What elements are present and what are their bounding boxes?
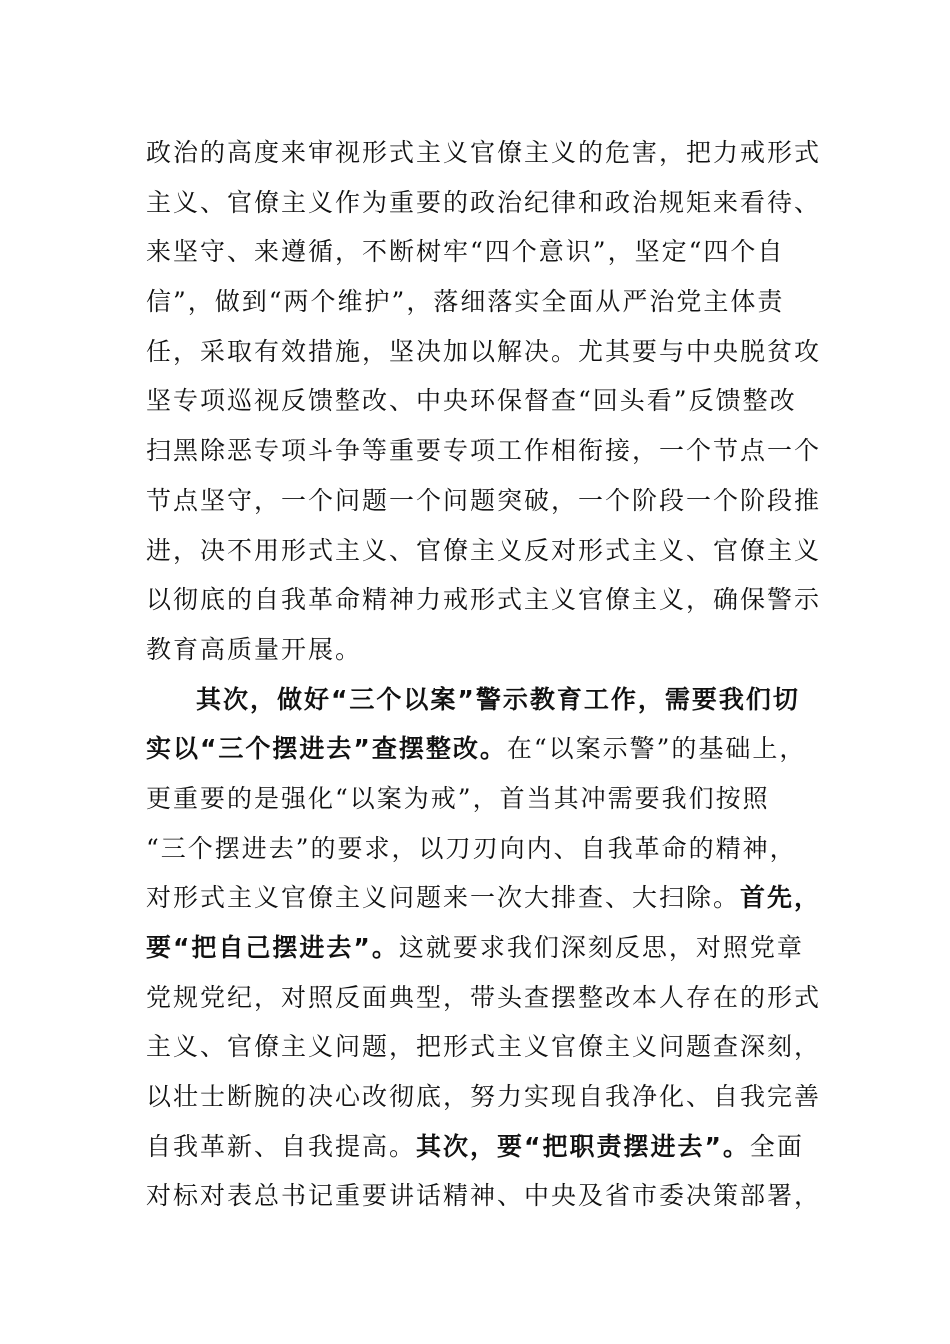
text-span: 这就要求我们深刻反思，对照党章 <box>398 933 804 962</box>
text-line <box>146 1022 822 1072</box>
text-span: 政治的高度来审视形式主义官僚主义的危害，把力戒形式 <box>146 138 822 167</box>
text-line <box>146 774 816 824</box>
text-span: 节点坚守，一个问题一个问题突破，一个阶段一个阶段推 <box>146 485 822 515</box>
document-body <box>146 128 822 1221</box>
text-span: 对形式主义官僚主义问题来一次大排查、大扫除。 <box>146 883 741 913</box>
text-span: 党规党纪，对照反面典型，带头查摆整改本人存在的形式 <box>146 982 822 1012</box>
text-line <box>146 973 822 1023</box>
text-line <box>146 625 816 675</box>
text-line <box>146 1072 822 1122</box>
bold-text-span: 实以“三个摆进去”查摆整改。 <box>146 734 507 764</box>
text-line <box>146 476 822 526</box>
text-line <box>146 675 816 725</box>
text-span: 主义、官僚主义作为重要的政治纪律和政治规矩来看待、 <box>146 187 822 217</box>
text-span: 主义、官僚主义问题，把形式主义官僚主义问题查深刻， <box>146 1032 822 1062</box>
bold-text-span: 首先， <box>740 883 822 913</box>
text-line <box>146 227 816 277</box>
text-span: 任，采取有效措施，坚决加以解决。尤其要与中央脱贫攻 <box>146 336 822 366</box>
bold-text-span: 要“把自己摆进去”。 <box>146 933 399 962</box>
text-line <box>146 178 822 228</box>
text-line <box>146 1171 822 1221</box>
text-span: 在“以案示警”的基础上， <box>506 734 807 764</box>
text-line <box>146 1122 816 1172</box>
text-line <box>146 873 822 923</box>
text-span: 以彻底的自我革命精神力戒形式主义官僚主义，确保警示 <box>146 585 822 615</box>
text-span: 对标对表总书记重要讲话精神、中央及省市委决策部署， <box>146 1181 822 1211</box>
text-line <box>146 376 816 426</box>
text-span: 以壮士断腕的决心改彻底，努力实现自我净化、自我完善 <box>146 1082 822 1112</box>
text-span: “三个摆进去”的要求，以刀刃向内、自我革命的精神， <box>146 833 797 863</box>
text-span: 扫黑除恶专项斗争等重要专项工作相衔接，一个节点一个 <box>146 436 822 466</box>
text-line <box>146 327 822 377</box>
text-span: 教育高质量开展。 <box>146 634 363 664</box>
text-span: 自我革新、自我提高。 <box>146 1131 417 1161</box>
text-span: 信”，做到“两个维护”，落细落实全面从严治党主体责 <box>146 287 785 317</box>
text-line <box>146 128 822 178</box>
text-line <box>146 923 816 973</box>
text-line <box>146 724 816 774</box>
text-line <box>146 426 822 476</box>
text-span: 来坚守、来遵循，不断树牢“四个意识”，坚定“四个自 <box>146 237 785 267</box>
text-span: 全面 <box>749 1131 804 1161</box>
text-span: 进，决不用形式主义、官僚主义反对形式主义、官僚主义 <box>146 535 822 565</box>
text-line <box>146 526 822 576</box>
bold-text-span: 其次，要“把职责摆进去”。 <box>416 1131 750 1161</box>
text-span: 坚专项巡视反馈整改、中央环保督查“回头看”反馈整改 <box>146 386 797 416</box>
bold-text-span: 其次，做好“三个以案”警示教育工作，需要我们切 <box>196 684 800 714</box>
text-line <box>146 277 816 327</box>
text-line <box>146 824 816 874</box>
text-line <box>146 575 822 625</box>
text-span: 更重要的是强化“以案为戒”，首当其冲需要我们按照 <box>146 783 770 813</box>
